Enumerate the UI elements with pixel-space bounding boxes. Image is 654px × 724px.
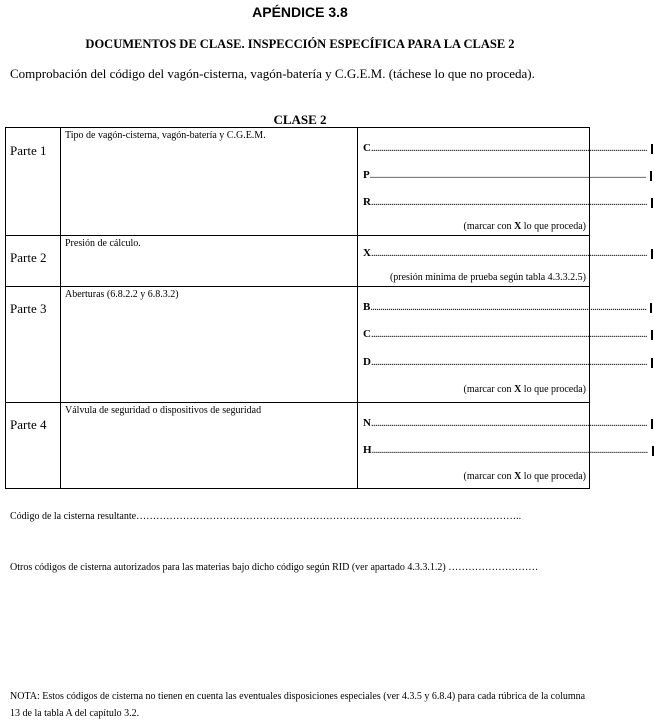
checkbox-n[interactable]: [651, 419, 653, 429]
checkbox-h[interactable]: [652, 446, 654, 456]
document-title: DOCUMENTOS DE CLASE. INSPECCIÓN ESPECÍFICA PARA LA CLASE 2: [85, 37, 515, 51]
options-cell: [358, 128, 647, 236]
marking-hint: (marcar con X lo que proceda): [463, 221, 586, 232]
field-p: P ..........................................................................................................................................: [363, 169, 583, 183]
appendix-heading: APÉNDICE 3.8: [252, 4, 348, 20]
description-cell: [61, 287, 358, 403]
checkbox-b[interactable]: [650, 303, 652, 313]
checkbox-p[interactable]: [650, 171, 652, 181]
field-r: R ..........................................................................................................................................: [363, 196, 583, 210]
note-text: NOTA: Estos códigos de cisterna no tienen en cuenta las eventuales disposiciones especiales (ver 4.3.5 y 6.8.4) para cada rúbrica de la columna 13 de la tabla A del capítulo 3.2.: [10, 691, 586, 719]
table-row: [6, 403, 590, 489]
checkbox-x[interactable]: [651, 249, 653, 259]
pressure-hint: (presión mínima de prueba según tabla 4.3.3.2.5): [389, 272, 586, 283]
checkbox-c[interactable]: [651, 330, 653, 340]
clase-heading: CLASE 2: [273, 112, 327, 127]
part-cell: [6, 236, 61, 287]
part-label: Parte 4: [10, 417, 47, 432]
description-cell: [61, 403, 358, 489]
table-row: [6, 236, 590, 287]
part-label: Parte 1: [10, 143, 47, 158]
part-label: Parte 2: [10, 250, 47, 265]
description-cell: [61, 128, 358, 236]
other-codes-line: Otros códigos de cisterna autorizados para las materias bajo dicho código según RID (ver apartado 4.3.3.1.2) ………………………: [10, 562, 539, 573]
part-description: Tipo de vagón-cisterna, vagón-batería y C.G.E.M.: [65, 130, 266, 141]
description-cell: [61, 236, 358, 287]
part-cell: [6, 287, 61, 403]
intro-text: Comprobación del código del vagón-cisterna, vagón-batería y C.G.E.M. (táchese lo que no proceda).: [10, 66, 535, 81]
field-n: N ..........................................................................................................................................: [363, 417, 583, 431]
field-b: B ..........................................................................................................................................: [363, 301, 583, 315]
options-cell: [358, 236, 647, 287]
options-cell: [358, 287, 647, 403]
part-description: Válvula de seguridad o dispositivos de seguridad: [65, 405, 262, 416]
part-description: Aberturas (6.8.2.2 y 6.8.3.2): [65, 289, 179, 300]
table-row: [6, 287, 590, 403]
checkbox-d[interactable]: [651, 358, 653, 368]
part-cell: [6, 403, 61, 489]
part-description: Presión de cálculo.: [65, 238, 141, 249]
table-row: [6, 128, 590, 236]
field-h: H ..........................................................................................................................................: [363, 444, 583, 458]
marking-hint: (marcar con X lo que proceda): [463, 384, 586, 395]
field-c: C ..........................................................................................................................................: [363, 328, 583, 342]
options-cell: [358, 403, 648, 489]
checkbox-c[interactable]: [651, 144, 653, 154]
inspection-table: [5, 127, 648, 489]
resulting-code-line: Código de la cisterna resultante……………………………………………………………………………………………………..: [10, 511, 522, 522]
field-c: C ..........................................................................................................................................: [363, 142, 583, 156]
part-cell: [6, 128, 61, 236]
checkbox-r[interactable]: [651, 198, 653, 208]
field-d: D ..........................................................................................................................................: [363, 356, 583, 370]
field-x: X ..........................................................................................................................................: [363, 247, 583, 261]
marking-hint: (marcar con X lo que proceda): [463, 471, 586, 482]
part-label: Parte 3: [10, 301, 47, 316]
